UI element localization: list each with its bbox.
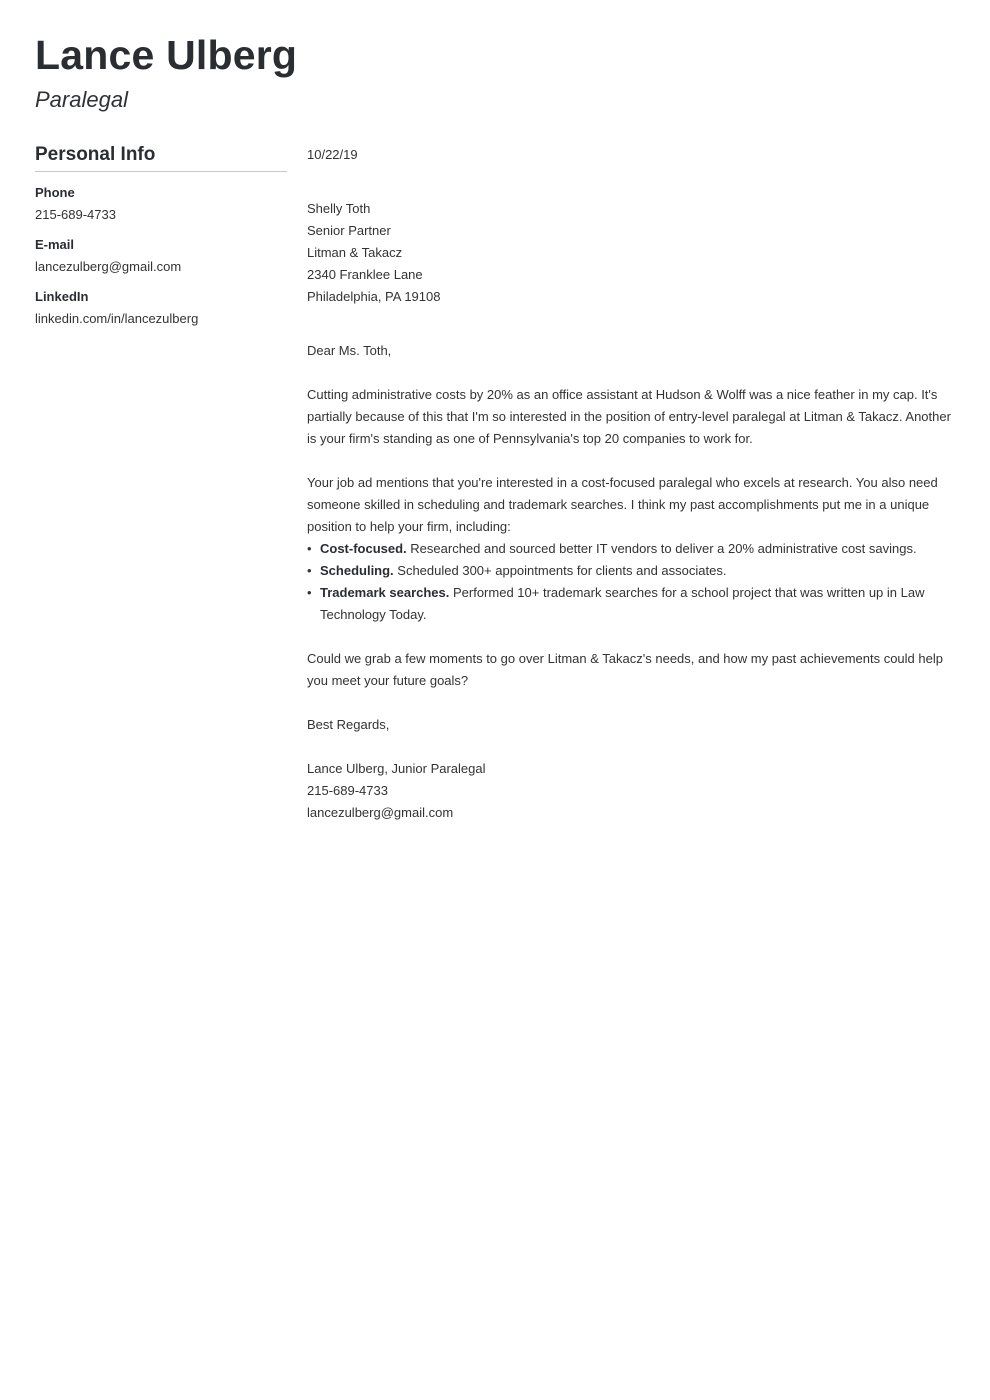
linkedin-label: LinkedIn — [35, 289, 89, 304]
letter-date: 10/22/19 — [307, 147, 358, 162]
bullet-glyph: • — [307, 585, 312, 600]
list-item — [307, 560, 955, 582]
recipient-role: Senior Partner — [307, 223, 391, 238]
recipient-street: 2340 Franklee Lane — [307, 267, 423, 282]
recipient-city: Philadelphia, PA 19108 — [307, 289, 441, 304]
bullet-lead: Scheduling. — [320, 563, 394, 578]
letter-body — [307, 144, 955, 824]
spacer — [307, 736, 955, 758]
spacer — [307, 362, 955, 384]
recipient-name: Shelly Toth — [307, 201, 371, 216]
bullet-glyph: • — [307, 541, 312, 556]
paragraph-closing: Could we grab a few moments to go over Litman & Takacz's needs, and how my past achievements could help you meet your future goals? — [307, 651, 943, 688]
spacer — [307, 692, 955, 714]
list-item — [307, 582, 955, 626]
bullet-text: Researched and sourced better IT vendors to deliver a 20% administrative cost savings. — [406, 541, 917, 556]
bullet-text: Performed 10+ trademark searches for a school project that was written up in Law Technology Today. — [320, 585, 925, 622]
content-columns — [35, 114, 955, 824]
closing: Best Regards, — [307, 717, 390, 732]
recipient-company: Litman & Takacz — [307, 245, 403, 260]
phone-label: Phone — [35, 185, 75, 200]
bullet-lead: Trademark searches. — [320, 585, 450, 600]
email-label: E-mail — [35, 237, 75, 252]
bullet-lead: Cost-focused. — [320, 541, 407, 556]
personal-info-sidebar — [35, 143, 287, 824]
spacer — [307, 450, 955, 472]
list-item — [307, 538, 955, 560]
salutation: Dear Ms. Toth, — [307, 343, 392, 358]
email-value: lancezulberg@gmail.com — [35, 259, 182, 274]
phone-value: 215-689-4733 — [35, 207, 116, 222]
bullet-glyph: • — [307, 563, 312, 578]
bullet-text: Scheduled 300+ appointments for clients and associates. — [393, 563, 727, 578]
personal-info-heading: Personal Info — [35, 143, 287, 172]
applicant-name: Lance Ulberg — [35, 32, 298, 78]
spacer — [307, 166, 955, 198]
signature-block — [307, 758, 955, 824]
signature-email: lancezulberg@gmail.com — [307, 805, 454, 820]
signature-phone: 215-689-4733 — [307, 783, 388, 798]
paragraph-intro: Cutting administrative costs by 20% as an office assistant at Hudson & Wolff was a nice feather in my cap. It's partially because of this that I'm so interested in the position of entry-level paralegal at Litman & Takacz. Another is your firm's standing as one of Pennsylvania's top 20 companies to work for. — [307, 387, 951, 446]
linkedin-value: linkedin.com/in/lancezulberg — [35, 311, 199, 326]
applicant-title: Paralegal — [35, 87, 128, 112]
spacer — [307, 308, 955, 340]
achievements-list — [307, 538, 955, 626]
paragraph-qualifications: Your job ad mentions that you're interested in a cost-focused paralegal who excels at research. You also need someone skilled in scheduling and trademark searches. I think my past accomplishments put me in a unique position to help your firm, including: — [307, 475, 938, 534]
signature-name: Lance Ulberg, Junior Paralegal — [307, 761, 486, 776]
spacer — [307, 626, 955, 648]
recipient-block — [307, 198, 955, 308]
